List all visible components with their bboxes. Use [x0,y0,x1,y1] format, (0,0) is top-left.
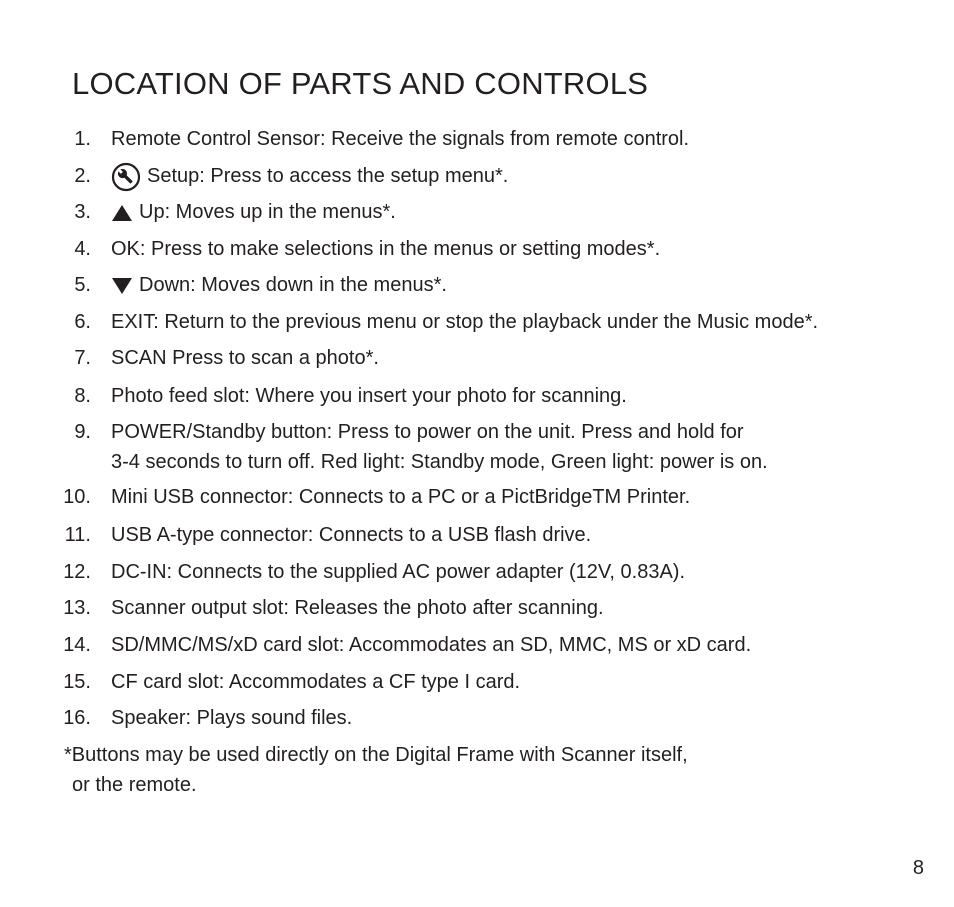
item-number: 5. [74,274,91,296]
item-text: POWER/Standby button: Press to power on the unit. Press and hold for [111,421,744,443]
item-number: 8. [74,385,91,407]
item-text: OK: Press to make selections in the menus or setting modes*. [111,238,661,260]
item-number: 1. [74,128,91,150]
setup-wrench-icon [111,162,141,192]
down-triangle-icon [111,277,133,295]
item-number: 4. [74,238,91,260]
item-text: Speaker: Plays sound files. [111,707,353,729]
item-number: 6. [74,311,91,333]
item-text: Mini USB connector: Connects to a PC or a PictBridgeTM Printer. [111,486,691,508]
page-number: 8 [912,857,924,879]
item-text: Up: Moves up in the menus*. [139,201,396,223]
up-triangle-icon [111,204,133,222]
item-text: Remote Control Sensor: Receive the signals from remote control. [111,128,690,150]
item-number: 12. [63,561,91,583]
item-text: SD/MMC/MS/xD card slot: Accommodates an SD, MMC, MS or xD card. [111,634,752,656]
item-text: Setup: Press to access the setup menu*. [147,165,509,187]
item-text-continued: 3-4 seconds to turn off. Red light: Standby mode, Green light: power is on. [111,451,768,473]
item-text: Down: Moves down in the menus*. [139,274,447,296]
item-number: 3. [74,201,91,223]
item-number: 14. [63,634,91,656]
item-text: Scanner output slot: Releases the photo after scanning. [111,597,604,619]
footnote-line-1: *Buttons may be used directly on the Digital Frame with Scanner itself, [64,744,688,766]
item-text: EXIT: Return to the previous menu or stop the playback under the Music mode*. [111,311,819,333]
footnote [64,740,688,800]
item-number: 10. [63,486,91,508]
footnote-line-2: or the remote. [72,774,197,796]
item-number: 13. [63,597,91,619]
item-number: 2. [74,165,91,187]
item-text: DC-IN: Connects to the supplied AC power adapter (12V, 0.83A). [111,561,686,583]
item-number: 9. [74,421,91,443]
item-text: Photo feed slot: Where you insert your photo for scanning. [111,385,627,407]
item-number: 11. [64,524,91,546]
item-text: SCAN Press to scan a photo*. [111,347,379,369]
item-number: 7. [74,347,91,369]
item-number: 16. [63,707,91,729]
item-text: USB A-type connector: Connects to a USB flash drive. [111,524,592,546]
item-text: CF card slot: Accommodates a CF type I card. [111,671,521,693]
page-title: LOCATION OF PARTS AND CONTROLS [72,66,649,101]
item-number: 15. [63,671,91,693]
